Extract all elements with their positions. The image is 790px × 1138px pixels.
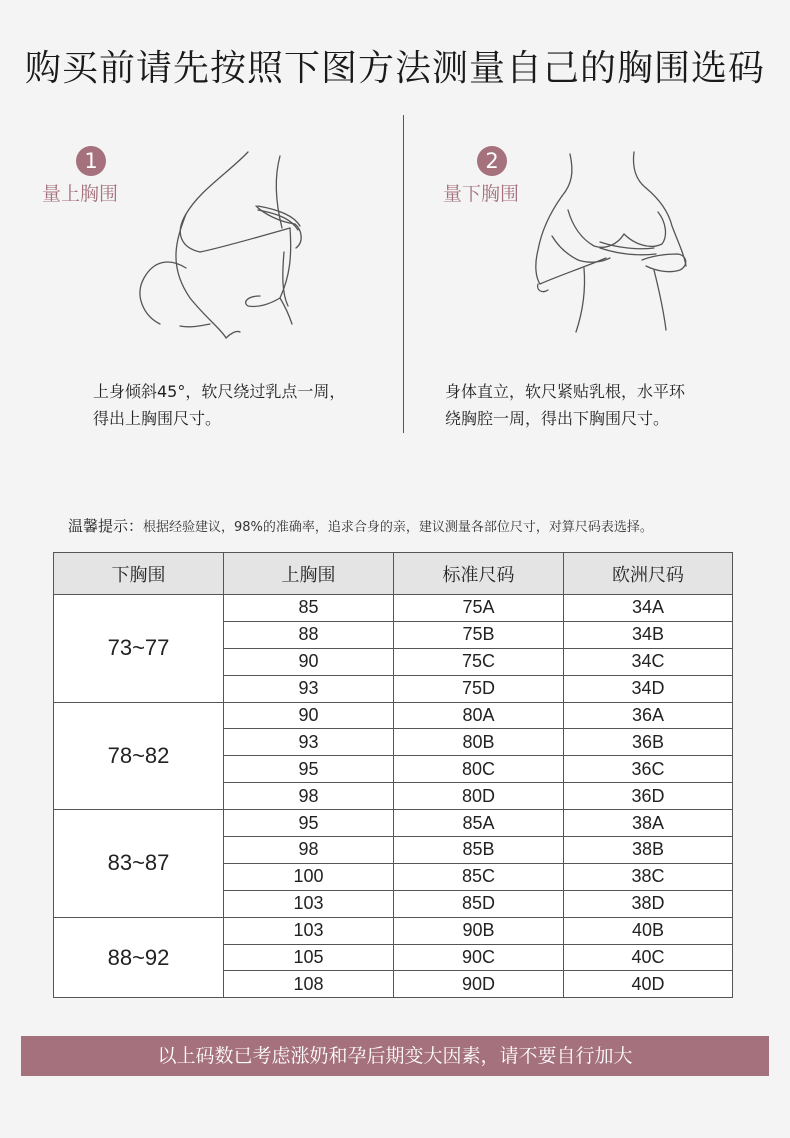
header-upperbust: 上胸围 [224,553,394,595]
table-row [54,810,733,837]
page-title: 购买前请先按照下图方法测量自己的胸围选码 [24,48,765,89]
upperbust-cell: 88 [224,621,394,648]
upperbust-cell: 95 [224,756,394,783]
upperbust-cell: 93 [224,675,394,702]
underbust-range-cell: 78~82 [54,702,224,810]
eu-size-cell: 36B [564,729,733,756]
eu-size-cell: 40B [564,917,733,944]
upperbust-cell: 85 [224,595,394,622]
standard-size-cell: 85B [394,837,564,864]
step-2-description-line: 身体直立，软尺紧贴乳根，水平环 [445,382,686,401]
eu-size-cell: 34A [564,595,733,622]
eu-size-cell: 38A [564,810,733,837]
table-row [54,917,733,944]
eu-size-cell: 36D [564,783,733,810]
eu-size-cell: 40D [564,971,733,998]
standard-size-cell: 90C [394,944,564,971]
table-row [54,595,733,622]
standard-size-cell: 90B [394,917,564,944]
measure-under-bust-illustration [528,150,708,336]
upperbust-cell: 103 [224,890,394,917]
underbust-range-cell: 83~87 [54,810,224,918]
standard-size-cell: 75C [394,648,564,675]
standard-size-cell: 75B [394,621,564,648]
eu-size-cell: 38D [564,890,733,917]
upperbust-cell: 90 [224,648,394,675]
table-row [54,702,733,729]
upperbust-cell: 108 [224,971,394,998]
eu-size-cell: 34C [564,648,733,675]
standard-size-cell: 80A [394,702,564,729]
underbust-range-cell: 73~77 [54,595,224,703]
standard-size-cell: 85A [394,810,564,837]
eu-size-cell: 34B [564,621,733,648]
step-1-label: 量上胸围 [42,183,119,205]
tip-text: 根据经验建议，98%的准确率，追求合身的亲，建议测量各部位尺寸，对算尺码表选择。 [143,520,653,535]
header-eu-size: 欧洲尺码 [564,553,733,595]
step-2-description-line: 绕胸腔一周，得出下胸围尺寸。 [445,409,670,428]
notice-banner: 以上码数已考虑涨奶和孕后期变大因素，请不要自行加大 [21,1036,769,1076]
step-1-description-line: 得出上胸围尺寸。 [93,409,222,428]
size-table-body [54,595,733,998]
eu-size-cell: 40C [564,944,733,971]
step-1-description-line: 上身倾斜45°，软尺绕过乳点一周， [93,382,346,401]
standard-size-cell: 90D [394,971,564,998]
upperbust-cell: 93 [224,729,394,756]
header-standard-size: 标准尺码 [394,553,564,595]
eu-size-cell: 36C [564,756,733,783]
measure-upper-bust-illustration [130,148,330,340]
upperbust-cell: 103 [224,917,394,944]
upperbust-cell: 105 [224,944,394,971]
step-2-number-badge: 2 [477,146,507,176]
standard-size-cell: 85D [394,890,564,917]
tip-note [68,515,653,536]
upperbust-cell: 100 [224,863,394,890]
eu-size-cell: 38C [564,863,733,890]
standard-size-cell: 80D [394,783,564,810]
standard-size-cell: 75D [394,675,564,702]
underbust-range-cell: 88~92 [54,917,224,998]
upperbust-cell: 95 [224,810,394,837]
standard-size-cell: 75A [394,595,564,622]
table-header-row [54,553,733,595]
size-chart-table [53,552,733,998]
header-underbust: 下胸围 [54,553,224,595]
step-1-number-badge: 1 [76,146,106,176]
upperbust-cell: 98 [224,783,394,810]
step-2-description [445,378,685,432]
eu-size-cell: 36A [564,702,733,729]
step-2-label: 量下胸围 [443,183,520,205]
eu-size-cell: 34D [564,675,733,702]
upperbust-cell: 98 [224,837,394,864]
column-divider [403,115,404,433]
step-1-description [93,378,345,432]
standard-size-cell: 85C [394,863,564,890]
standard-size-cell: 80B [394,729,564,756]
tip-label: 温馨提示： [68,517,144,535]
eu-size-cell: 38B [564,837,733,864]
upperbust-cell: 90 [224,702,394,729]
standard-size-cell: 80C [394,756,564,783]
